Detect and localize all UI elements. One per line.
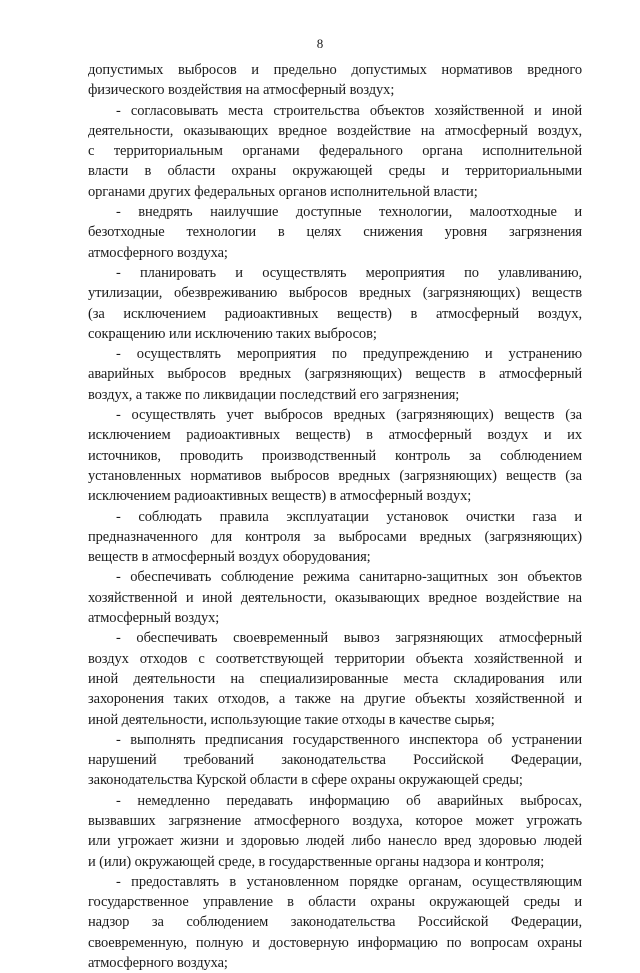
text-line: - немедленно передавать информацию об аварийных выбросах,: [116, 792, 582, 809]
text-line: - осуществлять мероприятия по предупреждению и устранению: [116, 346, 582, 363]
text-line: веществ в атмосферный воздух оборудования;: [88, 549, 371, 566]
text-line: (за исключением радиоактивных веществ) в атмосферный воздух,: [88, 305, 582, 322]
text-line: деятельности, оказывающих вредное воздействие на атмосферный воздух,: [88, 122, 582, 139]
text-line: воздух отходов с соответствующей территории объекта хозяйственной и: [88, 650, 582, 667]
text-line: - планировать и осуществлять мероприятия по улавливанию,: [116, 264, 582, 281]
text-line: хозяйственной и иной деятельности, оказывающих вредное воздействие на: [88, 589, 582, 606]
text-line: - внедрять наилучшие доступные технологии, малоотходные и: [116, 204, 582, 221]
text-line: государственное управление в области охраны окружающей среды и: [88, 894, 582, 911]
document-body: [88, 60, 582, 973]
text-line: - предоставлять в установленном порядке органам, осуществляющим: [116, 873, 582, 890]
text-line: - обеспечивать своевременный вывоз загрязняющих атмосферный: [116, 630, 582, 647]
text-line: власти в области охраны окружающей среды и территориальными: [88, 163, 582, 180]
text-line: законодательства Курской области в сфере охраны окружающей среды;: [88, 772, 523, 789]
text-line: утилизации, обезвреживанию выбросов вредных (загрязняющих) веществ: [88, 285, 582, 302]
text-line: - осуществлять учет выбросов вредных (загрязняющих) веществ (за: [116, 407, 582, 424]
text-line: захоронения таких отходов, а также на другие объекты хозяйственной и: [88, 691, 582, 708]
text-line: атмосферного воздуха;: [88, 955, 228, 972]
text-line: - выполнять предписания государственного инспектора об устранении: [116, 731, 582, 748]
text-line: - соблюдать правила эксплуатации установок очистки газа и: [116, 508, 582, 525]
text-line: иной деятельности, использующие такие отходы в качестве сырья;: [88, 711, 495, 728]
text-line: допустимых выбросов и предельно допустимых нормативов вредного: [88, 62, 582, 78]
text-line: безотходные технологии в целях снижения уровня загрязнения: [88, 224, 582, 241]
text-line: сокращению или исключению таких выбросов;: [88, 325, 377, 342]
page-number: 8: [316, 36, 324, 51]
text-line: атмосферного воздуха;: [88, 244, 228, 261]
text-line: источников, проводить производственный контроль за соблюдением: [88, 447, 582, 464]
text-line: - обеспечивать соблюдение режима санитарно-защитных зон объектов: [116, 569, 582, 586]
text-line: атмосферный воздух;: [88, 610, 220, 627]
text-line: предназначенного для контроля за выбросами вредных (загрязняющих): [88, 528, 582, 545]
text-line: нарушений требований законодательства Российской Федерации,: [88, 752, 582, 769]
text-line: и (или) окружающей среде, в государственные органы надзора и контроля;: [88, 853, 545, 870]
text-line: своевременную, полную и достоверную информацию по вопросам охраны: [88, 934, 582, 951]
text-line: воздух, а также по ликвидации последствий его загрязнения;: [88, 386, 460, 403]
text-line: аварийных выбросов вредных (загрязняющих) веществ в атмосферный: [88, 366, 582, 383]
text-line: исключением радиоактивных веществ) в атмосферный воздух;: [88, 488, 472, 505]
text-line: физического воздействия на атмосферный воздух;: [88, 82, 395, 99]
text-line: надзор за соблюдением законодательства Российской Федерации,: [88, 914, 582, 931]
text-line: установленных нормативов выбросов вредных (загрязняющих) веществ (за: [88, 467, 582, 484]
text-line: вызвавших загрязнение атмосферного воздуха, которое может угрожать: [88, 812, 582, 829]
text-line: исключением радиоактивных веществ) в атмосферный воздух и их: [88, 427, 582, 444]
text-line: органами других федеральных органов исполнительной власти;: [88, 183, 478, 200]
text-line: иной деятельности на специализированные места складирования или: [88, 670, 582, 687]
text-line: с территориальным органами федерального органа исполнительной: [88, 143, 582, 160]
text-line: - согласовывать места строительства объектов хозяйственной и иной: [116, 102, 582, 119]
text-line: или угрожает жизни и здоровью людей либо нанесло вред здоровью людей: [88, 833, 582, 850]
